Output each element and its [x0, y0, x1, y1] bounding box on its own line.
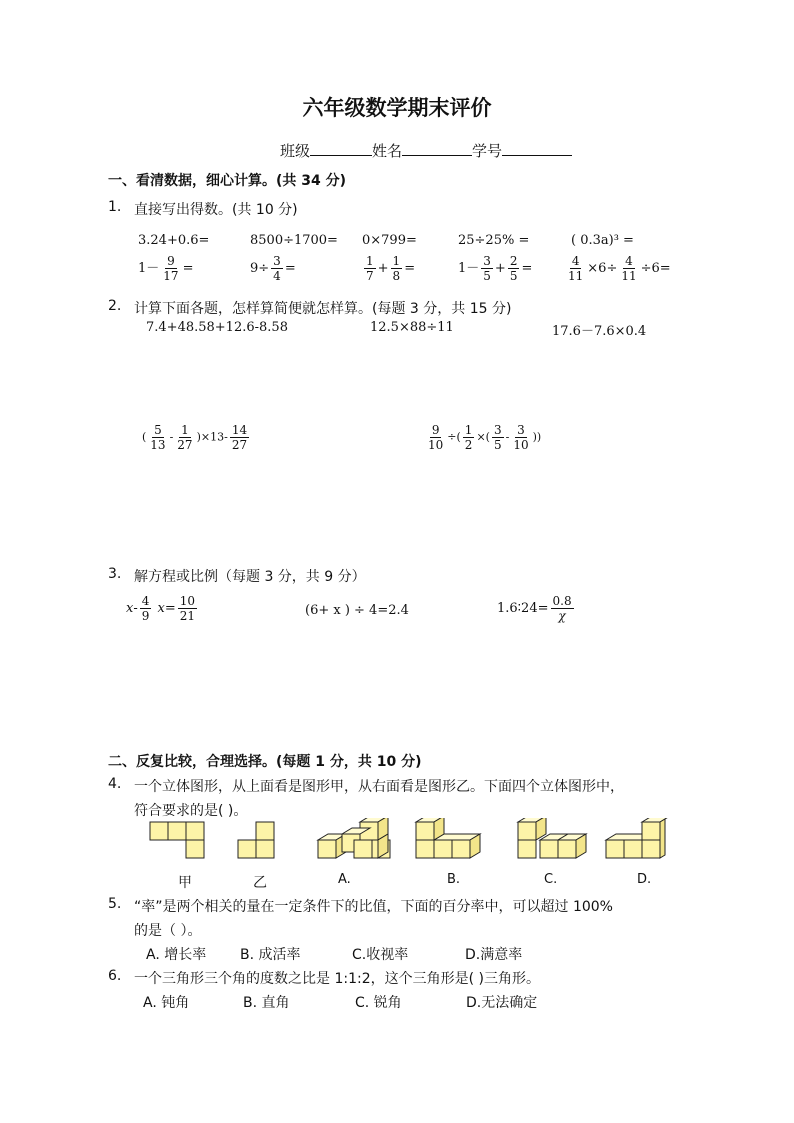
figure-option-d — [606, 818, 668, 858]
figure-option-c — [518, 818, 586, 858]
q1-row1-item: 0×799= — [362, 233, 417, 248]
q5-option-a[interactable]: A. 增长率 — [146, 947, 207, 963]
q5-line1: “率”是两个相关的量在一定条件下的比值，下面的百分率中，可以超过 100% — [134, 899, 613, 915]
q4-number: 4. — [108, 776, 122, 792]
q1-text: 直接写出得数。(共 10 分) — [134, 202, 298, 218]
number-label: 学号 — [472, 142, 503, 160]
q3-equation-3: 1.6∶24= $\frac{0.8}{\chi}$ — [497, 594, 572, 623]
q1-row2-item-e: $\frac{4}{11}$ ×6÷ $\frac{4}{11}$ ÷6= — [568, 254, 671, 283]
figure-yi-right-view — [238, 822, 274, 858]
q5-option-c[interactable]: C.收视率 — [352, 947, 409, 963]
q1-row1-item: ( 0.3a)³ = — [571, 233, 634, 248]
q4-line2: 符合要求的是( )。 — [134, 803, 248, 819]
q1-number: 1. — [108, 199, 122, 215]
figure-label-b[interactable]: B. — [447, 872, 461, 887]
figure-option-a — [318, 818, 390, 858]
q1-row2-item-d: 1－ $\frac{3}{5}$ + $\frac{2}{5}$ = — [458, 254, 533, 283]
q6-option-c[interactable]: C. 锐角 — [355, 995, 402, 1011]
figure-jia-top-view — [150, 822, 204, 858]
q6-line1: 一个三角形三个角的度数之比是 1:1:2，这个三角形是( )三角形。 — [134, 971, 540, 987]
page-title: 六年级数学期末评价 — [302, 96, 492, 120]
q6-option-a[interactable]: A. 钝角 — [143, 995, 190, 1011]
q3-equation-1: x- $\frac{4}{9}$ x= $\frac{10}{21}$ — [126, 594, 196, 623]
name-label: 姓名 — [372, 142, 403, 160]
q4-figures — [148, 818, 668, 868]
q3-number: 3. — [108, 566, 122, 582]
q1-row2-item-a: 1－ $\frac{9}{17}$ = — [138, 254, 194, 283]
q1-row2-item-c: $\frac{1}{7}$ + $\frac{1}{8}$ = — [366, 254, 416, 283]
q4-line1: 一个立体图形，从上面看是图形甲，从右面看是图形乙。下面四个立体图形中， — [134, 779, 624, 795]
section1-heading: 一、看清数据，细心计算。(共 34 分) — [108, 173, 347, 189]
q2-text: 计算下面各题，怎样算简便就怎样算。(每题 3 分，共 15 分) — [134, 301, 512, 317]
q5-option-b[interactable]: B. 成活率 — [240, 947, 301, 963]
class-blank[interactable] — [310, 141, 372, 156]
number-blank[interactable] — [502, 141, 572, 156]
q1-row1-item: 8500÷1700= — [250, 233, 338, 248]
q2-expr: 7.4+48.58+12.6-8.58 — [146, 320, 288, 335]
section2-heading: 二、反复比较，合理选择。(每题 1 分，共 10 分) — [108, 754, 422, 770]
q6-option-d[interactable]: D.无法确定 — [466, 995, 538, 1011]
q5-number: 5. — [108, 896, 122, 912]
q2-expr-frac-a: ( $\frac{5}{13}$ - $\frac{1}{27}$ )×13- $\frac{14}{27}$ — [142, 423, 248, 452]
name-blank[interactable] — [402, 141, 472, 156]
figure-label-c[interactable]: C. — [544, 872, 558, 887]
q2-number: 2. — [108, 298, 122, 314]
q2-expr: 12.5×88÷11 — [370, 320, 454, 335]
q1-row2-item-b: 9÷ $\frac{3}{4}$ = — [250, 254, 296, 283]
q3-text: 解方程或比例（每题 3 分，共 9 分） — [134, 569, 366, 585]
figure-label-jia: 甲 — [178, 875, 192, 891]
q5-line2: 的是（ ）。 — [134, 923, 202, 939]
figure-label-yi: 乙 — [253, 875, 267, 891]
class-label: 班级 — [280, 142, 311, 160]
figure-label-d[interactable]: D. — [637, 872, 652, 887]
q6-number: 6. — [108, 968, 122, 984]
q3-equation-2: (6+ x ) ÷ 4=2.4 — [305, 603, 409, 618]
q2-expr-frac-b: $\frac{9}{10}$ ÷( $\frac{1}{2}$ ×( $\frac{3}{5}$ - $\frac{3}{10}$ )) — [428, 423, 542, 452]
q6-option-b[interactable]: B. 直角 — [243, 995, 290, 1011]
figure-option-b — [416, 818, 480, 858]
q2-expr: 17.6－7.6×0.4 — [552, 324, 647, 339]
q5-option-d[interactable]: D.满意率 — [465, 947, 523, 963]
q1-row1-item: 3.24+0.6= — [138, 233, 210, 248]
q1-row1-item: 25÷25% = — [458, 233, 530, 248]
figure-label-a[interactable]: A. — [338, 872, 351, 887]
student-info — [280, 140, 572, 161]
